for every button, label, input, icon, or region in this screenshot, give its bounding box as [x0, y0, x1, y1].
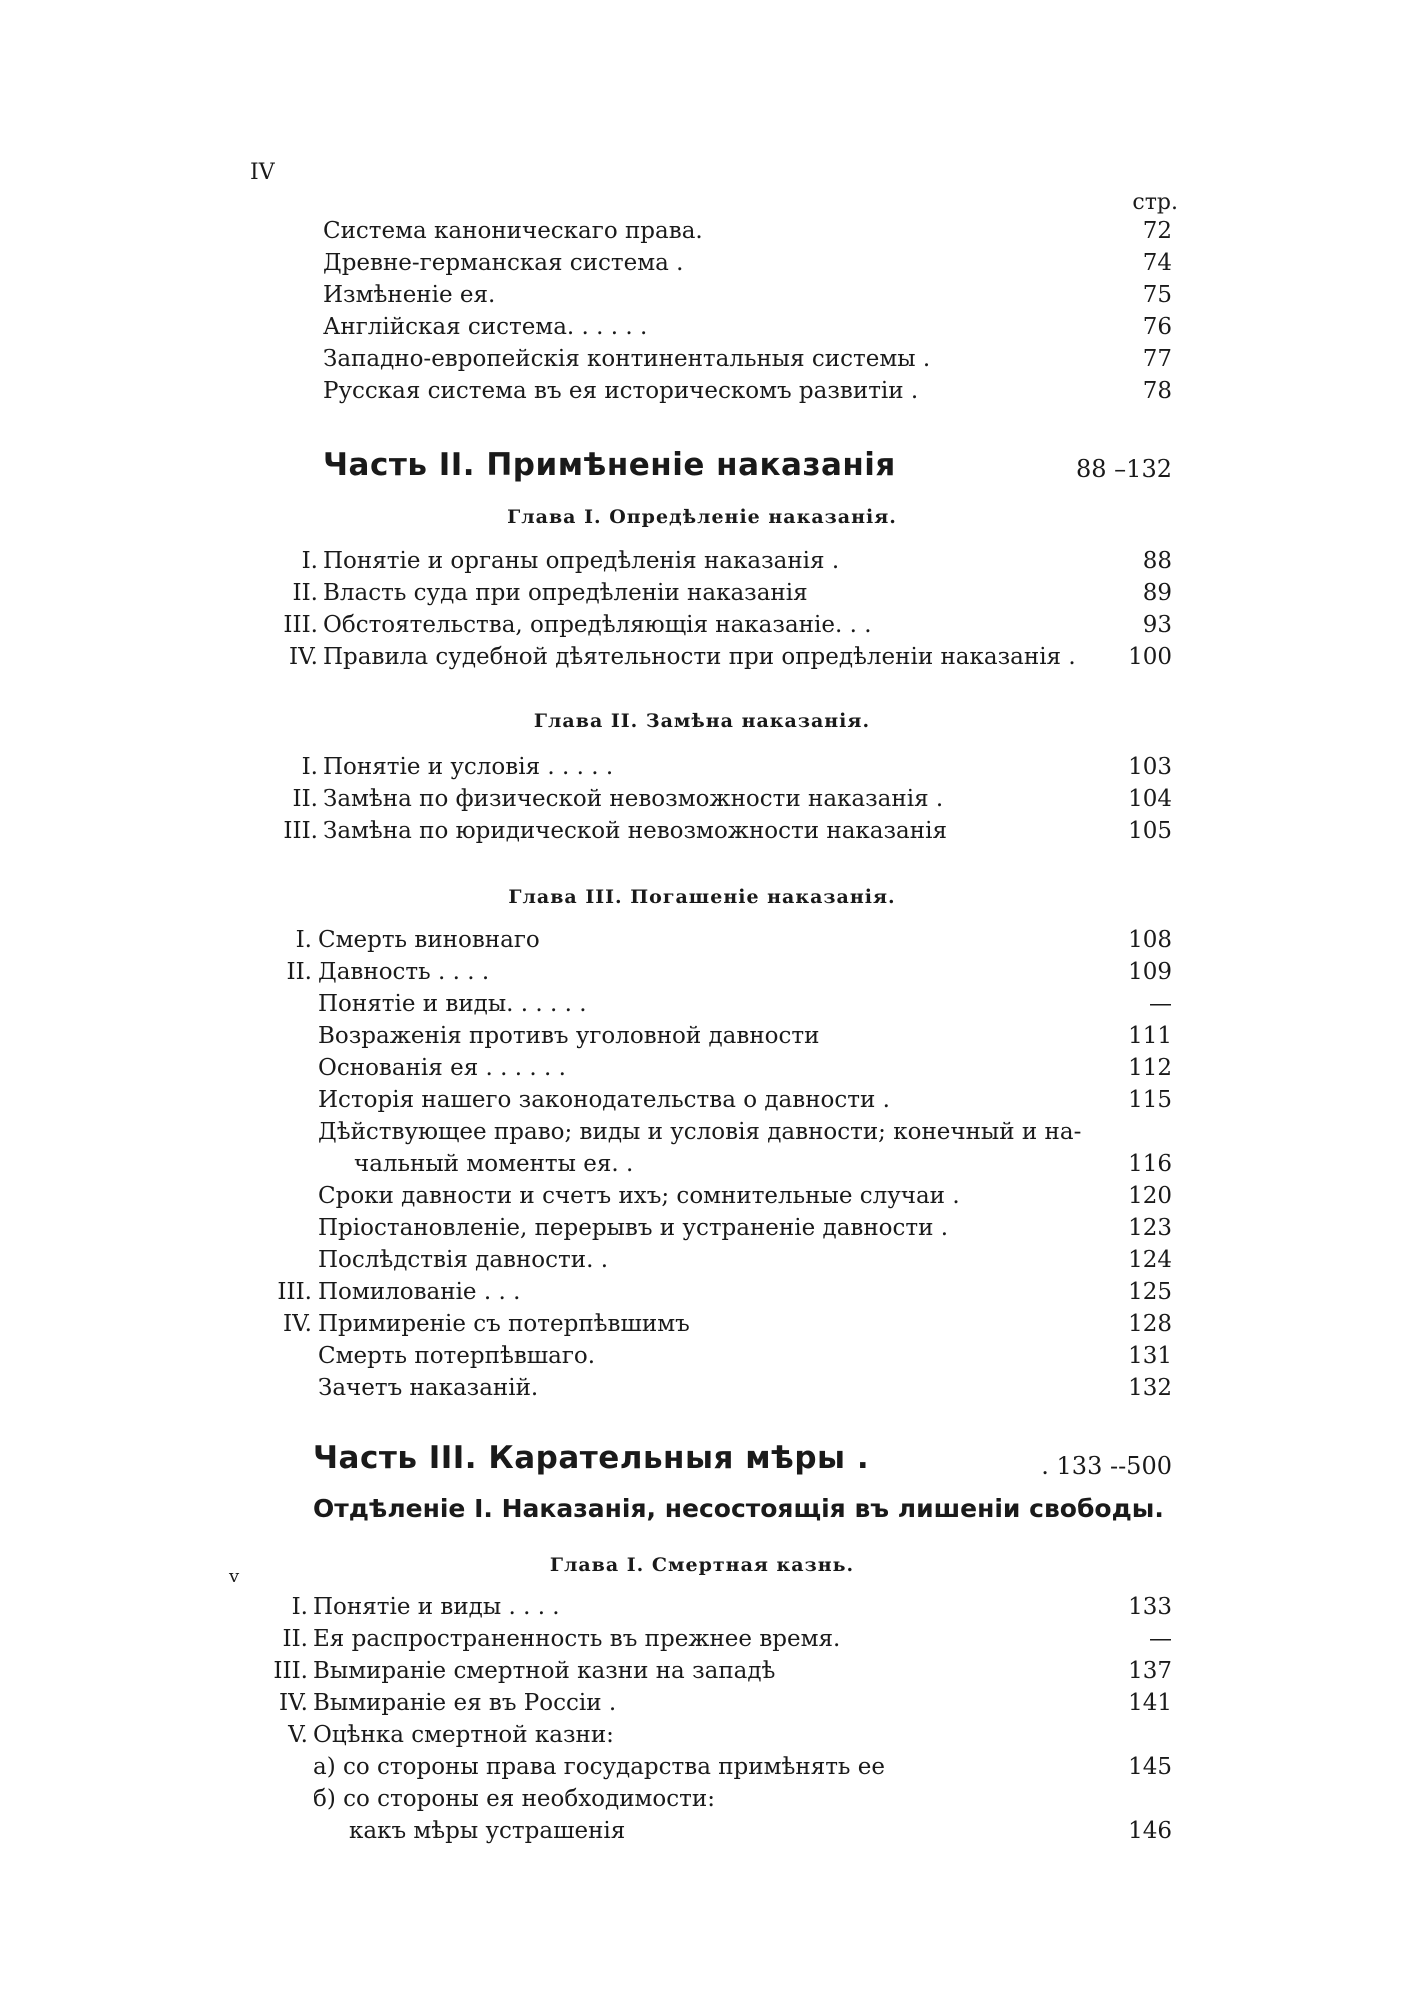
toc-entry-numeral: IV.: [289, 644, 318, 670]
toc-entry-text: Пріостановленіе, перерывъ и устраненіе давности .: [318, 1215, 949, 1241]
toc-entry-text: Русская система въ ея историческомъ развитіи .: [323, 378, 919, 404]
toc-entry-text: Оцѣнка смертной казни:: [313, 1722, 614, 1748]
toc-entry-numeral: II.: [292, 580, 318, 606]
toc-entry-page: 109: [1128, 959, 1172, 985]
toc-entry-page: 77: [1142, 346, 1172, 372]
toc-entry-text: Англійская система. . . . . .: [323, 314, 648, 340]
toc-entry-text: Возраженія противъ уголовной давности: [318, 1023, 820, 1049]
toc-entry-numeral: III.: [283, 612, 318, 638]
toc-entry-numeral: II.: [282, 1626, 308, 1652]
toc-entry-page: 145: [1128, 1754, 1172, 1780]
toc-entry-numeral: I.: [301, 548, 318, 574]
toc-entry-text: Западно-европейскія континентальныя системы .: [323, 346, 931, 372]
part-title: Часть II. Примѣненіе наказанія: [323, 447, 896, 483]
part-page-range: 88 –132: [1076, 455, 1172, 483]
toc-entry-text: чальный моменты ея. .: [354, 1151, 634, 1177]
toc-entry-text: Ея распространенность въ прежнее время.: [313, 1626, 841, 1652]
toc-entry-text: Древне-германская система .: [323, 250, 684, 276]
toc-entry-text: какъ мѣры устрашенія: [349, 1818, 626, 1844]
toc-entry-page: 103: [1128, 754, 1172, 780]
toc-entry-text: Смерть потерпѣвшаго.: [318, 1343, 596, 1369]
toc-entry-page: 93: [1142, 612, 1172, 638]
toc-entry-page: 125: [1128, 1279, 1172, 1305]
toc-entry-numeral: V.: [288, 1722, 308, 1748]
toc-entry-text: Зачетъ наказаній.: [318, 1375, 539, 1401]
toc-entry-page: 131: [1128, 1343, 1172, 1369]
toc-entry-page: 78: [1142, 378, 1172, 404]
toc-entry-text: Понятіе и органы опредѣленія наказанія .: [323, 548, 840, 574]
toc-entry-page: 128: [1128, 1311, 1172, 1337]
toc-entry-page: 120: [1128, 1183, 1172, 1209]
toc-entry-page: 76: [1142, 314, 1172, 340]
toc-entry-text: Смерть виновнаго: [318, 927, 540, 953]
part-page-range: . 133 --500: [1041, 1452, 1172, 1480]
toc-entry-page: —: [1149, 991, 1172, 1017]
toc-entry-numeral: IV.: [283, 1311, 312, 1337]
toc-entry-page: 132: [1128, 1375, 1172, 1401]
toc-entry-page: 115: [1128, 1087, 1172, 1113]
toc-entry-page: 146: [1128, 1818, 1172, 1844]
section-title: Отдѣленіе I. Наказанія, несостоящія въ лишеніи свободы.: [313, 1494, 1164, 1523]
toc-entry-page: 133: [1128, 1594, 1172, 1620]
toc-entry-numeral: II.: [292, 786, 318, 812]
toc-entry-text: Сроки давности и счетъ ихъ; сомнительные случаи .: [318, 1183, 960, 1209]
toc-entry-text: Давность . . . .: [318, 959, 490, 985]
toc-entry-text: Система каноническаго права.: [323, 218, 703, 244]
toc-entry-page: 88: [1142, 548, 1172, 574]
toc-entry-page: 137: [1128, 1658, 1172, 1684]
toc-entry-page: 72: [1142, 218, 1172, 244]
toc-entry-text: Вымираніе ея въ Россіи .: [313, 1690, 617, 1716]
toc-entry-text: Исторія нашего законодательства о давности .: [318, 1087, 890, 1113]
margin-mark: v: [229, 1566, 240, 1587]
toc-entry-numeral: III.: [273, 1658, 308, 1684]
toc-entry-page: 116: [1128, 1151, 1172, 1177]
toc-entry-text: Обстоятельства, опредѣляющія наказаніе. . .: [323, 612, 872, 638]
toc-entry-page: 75: [1142, 282, 1172, 308]
toc-entry-text: Основанія ея . . . . . .: [318, 1055, 566, 1081]
toc-entry-numeral: I.: [291, 1594, 308, 1620]
toc-entry-numeral: III.: [283, 818, 318, 844]
toc-entry-numeral: II.: [286, 959, 312, 985]
toc-entry-numeral: IV.: [279, 1690, 308, 1716]
toc-entry-page: 123: [1128, 1215, 1172, 1241]
toc-entry-numeral: I.: [301, 754, 318, 780]
toc-entry-text: Измѣненіе ея.: [323, 282, 496, 308]
chapter-title: Глава II. Замѣна наказанія.: [533, 710, 871, 732]
toc-entry-numeral: III.: [277, 1279, 312, 1305]
toc-entry-page: 104: [1128, 786, 1172, 812]
chapter-title: Глава I. Смертная казнь.: [549, 1554, 855, 1576]
toc-entry-page: 141: [1128, 1690, 1172, 1716]
toc-entry-page: —: [1149, 1626, 1172, 1652]
toc-entry-text: Вымираніе смертной казни на западѣ: [313, 1658, 776, 1684]
toc-entry-text: Понятіе и виды. . . . . .: [318, 991, 587, 1017]
toc-entry-text: Замѣна по юридической невозможности наказанія: [323, 818, 947, 844]
toc-entry-text: Примиреніе съ потерпѣвшимъ: [318, 1311, 690, 1337]
toc-entry-text: Дѣйствующее право; виды и условія давности; конечный и на-: [318, 1119, 1082, 1145]
page-number: IV: [250, 160, 275, 185]
chapter-title: Глава III. Погашеніе наказанія.: [508, 886, 896, 908]
toc-entry-numeral: I.: [295, 927, 312, 953]
toc-entry-page: 112: [1128, 1055, 1172, 1081]
toc-entry-page: 100: [1128, 644, 1172, 670]
toc-entry-text: Правила судебной дѣятельности при опредѣленіи наказанія .: [323, 644, 1076, 670]
toc-entry-text: Замѣна по физической невозможности наказанія .: [323, 786, 944, 812]
toc-entry-text: Власть суда при опредѣленіи наказанія: [323, 580, 808, 606]
page-column-label: стр.: [1132, 190, 1178, 215]
toc-entry-page: 74: [1142, 250, 1172, 276]
toc-entry-page: 105: [1128, 818, 1172, 844]
toc-entry-text: а) со стороны права государства примѣнять ее: [313, 1754, 885, 1780]
toc-entry-text: б) со стороны ея необходимости:: [313, 1786, 715, 1812]
chapter-title: Глава I. Опредѣленіе наказанія.: [507, 506, 897, 528]
toc-entry-text: Послѣдствія давности. .: [318, 1247, 609, 1273]
toc-entry-page: 111: [1128, 1023, 1172, 1049]
toc-entry-page: 89: [1142, 580, 1172, 606]
toc-entry-page: 124: [1128, 1247, 1172, 1273]
toc-entry-text: Помилованіе . . .: [318, 1279, 521, 1305]
toc-entry-text: Понятіе и виды . . . .: [313, 1594, 560, 1620]
part-title: Часть III. Карательныя мѣры .: [313, 1440, 870, 1476]
toc-entry-page: 108: [1128, 927, 1172, 953]
toc-entry-text: Понятіе и условія . . . . .: [323, 754, 614, 780]
